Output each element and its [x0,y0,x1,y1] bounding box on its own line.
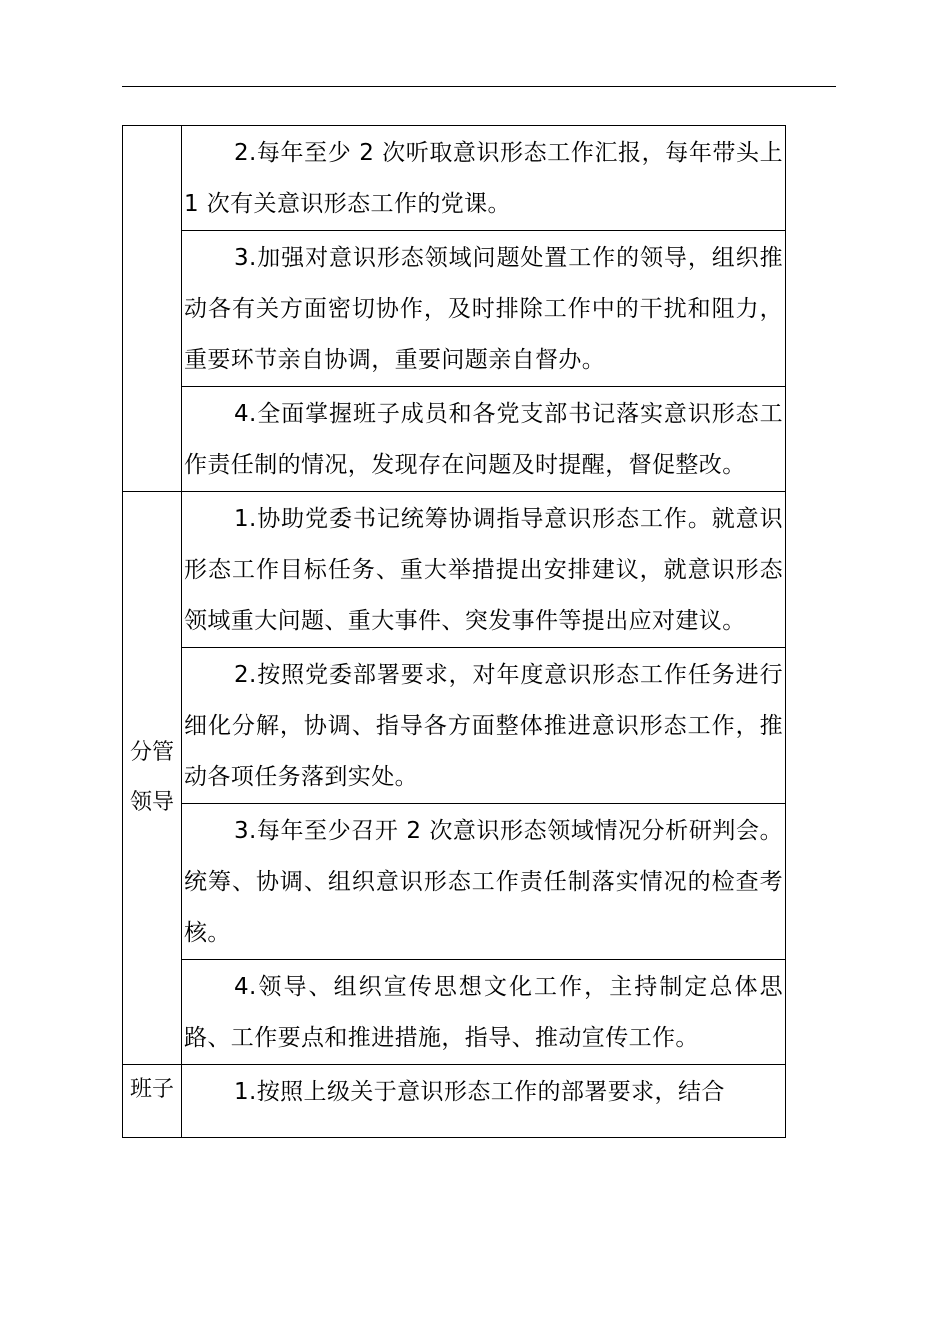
duty-item: 4.领导、组织宣传思想文化工作，主持制定总体思路、工作要点和推进措施，指导、推动宣传工作。 [182,960,786,1065]
duty-item: 3.加强对意识形态领域问题处置工作的领导，组织推动各有关方面密切协作，及时排除工作中的干扰和阻力，重要环节亲自协调，重要问题亲自督办。 [182,231,786,387]
table-row [123,648,786,804]
table-row [123,231,786,387]
table-row [123,492,786,648]
duty-item: 1.按照上级关于意识形态工作的部署要求，结合 [182,1065,786,1138]
duty-table [122,125,786,1138]
role-cell-blank [123,126,182,492]
role-cell-banzi: 班子 [123,1065,182,1138]
table-row [123,1065,786,1138]
table-row [123,126,786,231]
table-row [123,960,786,1065]
header-rule [122,86,836,87]
table-row [123,804,786,960]
table-row [123,387,786,492]
duty-item: 1.协助党委书记统筹协调指导意识形态工作。就意识形态工作目标任务、重大举措提出安排建议，就意识形态领域重大问题、重大事件、突发事件等提出应对建议。 [182,492,786,648]
duty-item: 3.每年至少召开 2 次意识形态领域情况分析研判会。统筹、协调、组织意识形态工作责任制落实情况的检查考核。 [182,804,786,960]
duty-item: 2.每年至少 2 次听取意识形态工作汇报，每年带头上 1 次有关意识形态工作的党课。 [182,126,786,231]
duty-item: 4.全面掌握班子成员和各党支部书记落实意识形态工作责任制的情况，发现存在问题及时提醒，督促整改。 [182,387,786,492]
role-cell-fenguan-lingdao: 分管领导 [123,492,182,1065]
duty-item: 2.按照党委部署要求，对年度意识形态工作任务进行细化分解，协调、指导各方面整体推进意识形态工作，推动各项任务落到实处。 [182,648,786,804]
